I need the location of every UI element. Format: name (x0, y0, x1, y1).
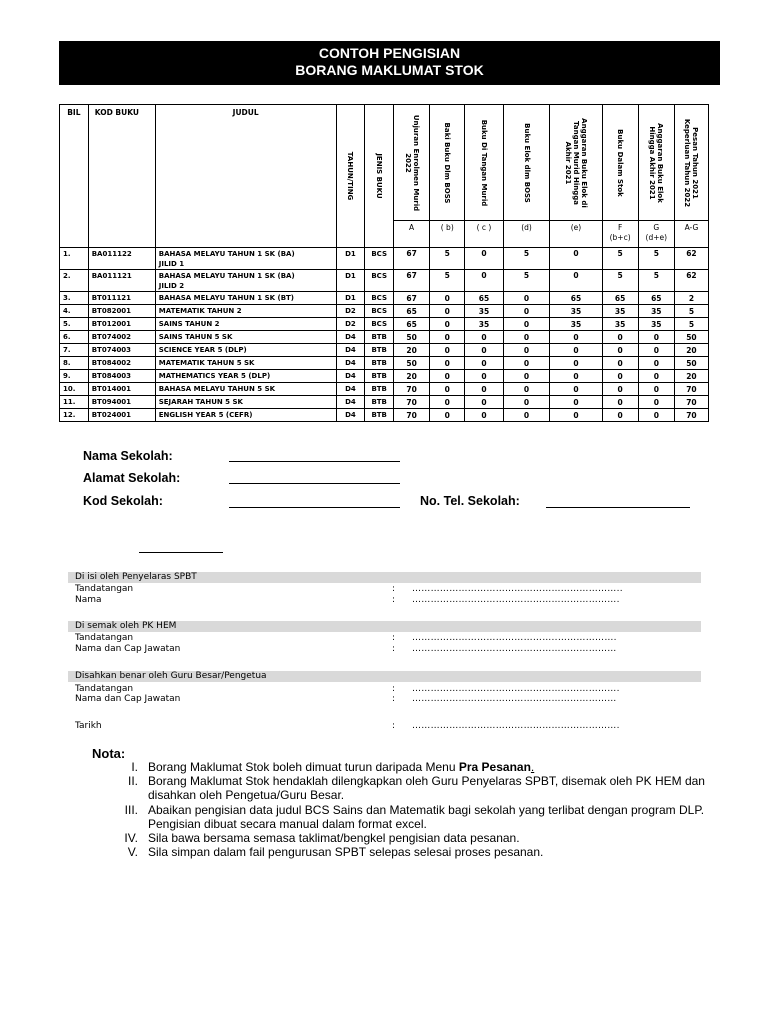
header-kod-buku: KOD BUKU (88, 105, 155, 248)
nota-number: I. (131, 760, 138, 774)
nota-title: Nota: (92, 746, 126, 761)
cell-f: 0 (602, 357, 638, 370)
header-tahun-ting-text: TAHUN/TING (346, 151, 355, 201)
cell-e: 65 (550, 292, 602, 305)
cell-g: 0 (638, 383, 674, 396)
header-row (60, 105, 709, 221)
alamat-sekolah-label: Alamat Sekolah: (83, 471, 181, 485)
cell-c: 0 (465, 396, 503, 409)
cell-jenis: BCS (365, 305, 394, 318)
cell-a: 50 (394, 331, 430, 344)
cell-d: 0 (503, 409, 550, 422)
table-row (60, 383, 709, 396)
cell-bil: 5. (60, 318, 89, 331)
cell-a: 65 (394, 305, 430, 318)
guru-besar-tandatangan-field[interactable]: …………………………………………………………. (412, 684, 620, 694)
tarikh-colon: : (392, 721, 396, 731)
guru-besar-nama-field[interactable]: ………………………………………………………… (412, 694, 617, 704)
cell-a: 70 (394, 409, 430, 422)
cell-e: 35 (550, 318, 602, 331)
pk-hem-tandatangan-colon: : (392, 633, 396, 643)
cell-f: 5 (602, 248, 638, 270)
header-baki-buku-text: Baki Buku Dlm BOSS (443, 122, 452, 203)
pk-hem-nama-label: Nama dan Cap Jawatan (75, 644, 181, 654)
table-row (60, 248, 709, 270)
cell-jenis: BCS (365, 270, 394, 292)
section-penyelaras-heading: Di isi oleh Penyelaras SPBT (68, 572, 701, 583)
cell-e: 0 (550, 370, 602, 383)
table-row (60, 344, 709, 357)
cell-c: 0 (465, 344, 503, 357)
penyelaras-nama-field[interactable]: …………………………………………………………. (412, 595, 620, 605)
header-buku-stok (602, 105, 638, 221)
cell-bil: 4. (60, 305, 89, 318)
blank-line (139, 552, 223, 553)
cell-g: 5 (638, 270, 674, 292)
cell-c: 0 (465, 370, 503, 383)
cell-tahun: D4 (336, 370, 365, 383)
cell-c: 65 (465, 292, 503, 305)
cell-judul: MATHEMATICS YEAR 5 (DLP) (155, 370, 336, 383)
nota-item (108, 774, 708, 802)
header-pesan-text: Pesan Tahun 2021 Keperluan Tahun 2022 (683, 118, 700, 207)
cell-d: 5 (503, 270, 550, 292)
no-tel-label: No. Tel. Sekolah: (420, 494, 520, 508)
table-row (60, 270, 709, 292)
code-d: (d) (503, 221, 550, 248)
penyelaras-tandatangan-label: Tandatangan (75, 584, 134, 594)
pk-hem-tandatangan-label: Tandatangan (75, 633, 134, 643)
code-a: A (394, 221, 430, 248)
cell-bil: 11. (60, 396, 89, 409)
cell-kod: BT024001 (88, 409, 155, 422)
cell-jenis: BTB (365, 370, 394, 383)
cell-kod: BA011121 (88, 270, 155, 292)
cell-b: 0 (430, 396, 465, 409)
cell-b: 0 (430, 357, 465, 370)
cell-d: 0 (503, 292, 550, 305)
cell-h: 70 (674, 383, 708, 396)
nota-item (108, 760, 708, 774)
nota-text (148, 760, 708, 774)
penyelaras-tandatangan-colon: : (392, 584, 396, 594)
cell-e: 0 (550, 344, 602, 357)
pk-hem-tandatangan-field[interactable]: ………………………………………..………………. (412, 633, 617, 643)
cell-h: 20 (674, 370, 708, 383)
header-jenis-buku (365, 105, 394, 248)
header-buku-tangan (465, 105, 503, 221)
cell-g: 65 (638, 292, 674, 305)
cell-h: 70 (674, 409, 708, 422)
nota-text: Abaikan pengisian data judul BCS Sains dan Matematik bagi sekolah yang terlibat dengan program DLP. Pengisian dibuat secara manual dalam format excel. (148, 802, 705, 831)
cell-a: 67 (394, 270, 430, 292)
header-judul: JUDUL (155, 105, 336, 248)
cell-jenis: BTB (365, 357, 394, 370)
table-row (60, 305, 709, 318)
section-pk-hem-heading: Di semak oleh PK HEM (68, 621, 701, 632)
cell-a: 70 (394, 383, 430, 396)
header-buku-tangan-text: Buku Di Tangan Murid (479, 119, 488, 206)
kod-sekolah-label: Kod Sekolah: (83, 494, 163, 508)
guru-besar-tandatangan-colon: : (392, 684, 396, 694)
cell-tahun: D2 (336, 318, 365, 331)
cell-jenis: BTB (365, 396, 394, 409)
title-line-1: CONTOH PENGISIAN (318, 45, 461, 61)
cell-jenis: BCS (365, 248, 394, 270)
header-jenis-buku-text: JENIS BUKU (375, 153, 384, 199)
cell-tahun: D1 (336, 292, 365, 305)
cell-kod: BT094001 (88, 396, 155, 409)
cell-d: 0 (503, 318, 550, 331)
cell-h: 5 (674, 305, 708, 318)
header-unjuran-text: Unjuran Enrolmen Murid 2022 (403, 114, 420, 211)
cell-jenis: BCS (365, 292, 394, 305)
header-tahun-ting (336, 105, 365, 248)
header-anggaran-elok-text: Anggaran Buku Elok Hingga Akhir 2021 (648, 122, 665, 203)
cell-h: 50 (674, 357, 708, 370)
cell-kod: BT012001 (88, 318, 155, 331)
cell-f: 0 (602, 344, 638, 357)
cell-g: 0 (638, 331, 674, 344)
nota-text-body: Borang Maklumat Stok boleh dimuat turun daripada Menu (148, 760, 459, 774)
cell-d: 0 (503, 383, 550, 396)
cell-kod: BT074002 (88, 331, 155, 344)
cell-kod: BA011122 (88, 248, 155, 270)
cell-judul: SAINS TAHUN 5 SK (155, 331, 336, 344)
cell-d: 0 (503, 331, 550, 344)
cell-c: 0 (465, 357, 503, 370)
header-pesan (674, 105, 708, 221)
cell-g: 0 (638, 344, 674, 357)
cell-b: 0 (430, 292, 465, 305)
cell-a: 67 (394, 292, 430, 305)
cell-tahun: D4 (336, 396, 365, 409)
cell-c: 0 (465, 270, 503, 292)
cell-g: 0 (638, 370, 674, 383)
cell-judul: SCIENCE YEAR 5 (DLP) (155, 344, 336, 357)
code-total: A-G (674, 221, 708, 248)
cell-judul: SEJARAH TAHUN 5 SK (155, 396, 336, 409)
pk-hem-nama-colon: : (392, 644, 396, 654)
cell-tahun: D4 (336, 331, 365, 344)
cell-tahun: D4 (336, 409, 365, 422)
cell-h: 70 (674, 396, 708, 409)
cell-e: 0 (550, 383, 602, 396)
header-buku-elok-text: Buku Elok dlm BOSS (522, 122, 531, 203)
cell-tahun: D1 (336, 270, 365, 292)
nota-text-tail: . (530, 760, 535, 774)
table-row (60, 409, 709, 422)
cell-a: 20 (394, 344, 430, 357)
alamat-sekolah-field[interactable] (229, 483, 400, 484)
cell-tahun: D4 (336, 344, 365, 357)
cell-bil: 12. (60, 409, 89, 422)
nota-list (108, 760, 708, 859)
header-baki-buku (430, 105, 465, 221)
header-bil: BIL (60, 105, 89, 248)
nota-number: II. (127, 774, 138, 789)
nota-number: III. (124, 802, 138, 817)
nota-text: Sila simpan dalam fail pengurusan SPBT selepas selesai proses pesanan. (148, 845, 544, 860)
penyelaras-tandatangan-field[interactable]: ………………………………………………………….. (412, 584, 623, 594)
menu-name: Pra Pesanan (458, 760, 531, 774)
cell-judul: BAHASA MELAYU TAHUN 1 SK (BT) (155, 292, 336, 305)
nota-item (108, 831, 708, 845)
cell-e: 0 (550, 248, 602, 270)
nota-number: V. (127, 845, 138, 860)
cell-b: 0 (430, 318, 465, 331)
cell-jenis: BTB (365, 409, 394, 422)
cell-a: 20 (394, 370, 430, 383)
cell-d: 0 (503, 370, 550, 383)
form-title-banner (59, 41, 720, 85)
header-anggaran-tangan-text: Anggaran Buku Elok di Tangan Murid Hingga Akhir 2021 (563, 117, 588, 208)
code-b: ( b) (430, 221, 465, 248)
stock-table (59, 104, 709, 422)
cell-h: 62 (674, 248, 708, 270)
cell-h: 20 (674, 344, 708, 357)
table-row (60, 357, 709, 370)
cell-bil: 10. (60, 383, 89, 396)
guru-besar-tandatangan-label: Tandatangan (75, 684, 134, 694)
cell-kod: BT074003 (88, 344, 155, 357)
table-row (60, 370, 709, 383)
nota-text: Sila bawa bersama semasa taklimat/bengkel pengisian data pesanan. (148, 831, 520, 846)
cell-e: 0 (550, 331, 602, 344)
penyelaras-nama-colon: : (392, 595, 396, 605)
cell-f: 0 (602, 396, 638, 409)
cell-f: 35 (602, 305, 638, 318)
cell-tahun: D4 (336, 383, 365, 396)
cell-kod: BT014001 (88, 383, 155, 396)
header-unjuran (394, 105, 430, 221)
cell-f: 0 (602, 383, 638, 396)
cell-f: 5 (602, 270, 638, 292)
cell-d: 0 (503, 396, 550, 409)
cell-g: 35 (638, 318, 674, 331)
cell-bil: 6. (60, 331, 89, 344)
cell-c: 0 (465, 383, 503, 396)
cell-g: 0 (638, 409, 674, 422)
cell-judul: BAHASA MELAYU TAHUN 5 SK (155, 383, 336, 396)
code-f: F (b+c) (602, 221, 638, 248)
cell-g: 5 (638, 248, 674, 270)
cell-kod: BT084003 (88, 370, 155, 383)
cell-a: 65 (394, 318, 430, 331)
nama-sekolah-field[interactable] (229, 461, 400, 462)
header-buku-stok-text: Buku Dalam Stok (616, 128, 625, 197)
table-row (60, 396, 709, 409)
cell-f: 0 (602, 409, 638, 422)
tarikh-label: Tarikh (75, 721, 102, 731)
cell-judul: SAINS TAHUN 2 (155, 318, 336, 331)
cell-kod: BT011121 (88, 292, 155, 305)
guru-besar-nama-label: Nama dan Cap Jawatan (75, 694, 181, 704)
cell-c: 0 (465, 409, 503, 422)
cell-f: 0 (602, 370, 638, 383)
nota-number: IV. (124, 831, 138, 846)
cell-b: 0 (430, 331, 465, 344)
nota-item (108, 845, 708, 859)
title-line-2: BORANG MAKLUMAT STOK (295, 62, 484, 78)
cell-b: 0 (430, 305, 465, 318)
header-anggaran-tangan (550, 105, 602, 221)
cell-jenis: BTB (365, 344, 394, 357)
cell-judul: BAHASA MELAYU TAHUN 1 SK (BA) JILID 2 (155, 270, 336, 292)
cell-b: 5 (430, 270, 465, 292)
cell-h: 2 (674, 292, 708, 305)
cell-g: 0 (638, 357, 674, 370)
cell-d: 0 (503, 357, 550, 370)
nota-item (108, 803, 708, 831)
cell-judul: ENGLISH YEAR 5 (CEFR) (155, 409, 336, 422)
cell-judul: BAHASA MELAYU TAHUN 1 SK (BA) JILID 1 (155, 248, 336, 270)
cell-c: 0 (465, 248, 503, 270)
header-buku-elok (503, 105, 550, 221)
cell-a: 70 (394, 396, 430, 409)
table-row (60, 318, 709, 331)
cell-jenis: BCS (365, 318, 394, 331)
cell-a: 50 (394, 357, 430, 370)
cell-tahun: D1 (336, 248, 365, 270)
cell-f: 0 (602, 331, 638, 344)
cell-d: 5 (503, 248, 550, 270)
cell-h: 62 (674, 270, 708, 292)
cell-bil: 7. (60, 344, 89, 357)
kod-sekolah-field[interactable] (229, 507, 400, 508)
cell-c: 35 (465, 318, 503, 331)
cell-jenis: BTB (365, 383, 394, 396)
cell-g: 0 (638, 396, 674, 409)
cell-c: 35 (465, 305, 503, 318)
code-e: (e) (550, 221, 602, 248)
cell-h: 50 (674, 331, 708, 344)
cell-bil: 1. (60, 248, 89, 270)
cell-e: 0 (550, 396, 602, 409)
cell-b: 0 (430, 409, 465, 422)
section-guru-besar-heading: Disahkan benar oleh Guru Besar/Pengetua (68, 671, 701, 682)
header-anggaran-elok (638, 105, 674, 221)
cell-judul: MATEMATIK TAHUN 5 SK (155, 357, 336, 370)
guru-besar-nama-colon: : (392, 694, 396, 704)
tarikh-field[interactable]: …………………………………………………………. (412, 721, 620, 731)
cell-g: 35 (638, 305, 674, 318)
cell-b: 5 (430, 248, 465, 270)
cell-h: 5 (674, 318, 708, 331)
cell-tahun: D4 (336, 357, 365, 370)
cell-tahun: D2 (336, 305, 365, 318)
cell-jenis: BTB (365, 331, 394, 344)
pk-hem-nama-field[interactable]: ………………………………………………………… (412, 644, 617, 654)
penyelaras-nama-label: Nama (75, 595, 102, 605)
table-row (60, 292, 709, 305)
table-body (60, 248, 709, 422)
cell-b: 0 (430, 370, 465, 383)
cell-e: 0 (550, 270, 602, 292)
code-g: G (d+e) (638, 221, 674, 248)
cell-f: 65 (602, 292, 638, 305)
cell-f: 35 (602, 318, 638, 331)
cell-c: 0 (465, 331, 503, 344)
cell-b: 0 (430, 383, 465, 396)
code-c: ( c ) (465, 221, 503, 248)
cell-bil: 2. (60, 270, 89, 292)
no-tel-field[interactable] (546, 507, 690, 508)
cell-b: 0 (430, 344, 465, 357)
cell-kod: BT082001 (88, 305, 155, 318)
cell-bil: 9. (60, 370, 89, 383)
cell-kod: BT084002 (88, 357, 155, 370)
nama-sekolah-label: Nama Sekolah: (83, 449, 173, 463)
cell-e: 35 (550, 305, 602, 318)
cell-bil: 8. (60, 357, 89, 370)
cell-d: 0 (503, 344, 550, 357)
cell-judul: MATEMATIK TAHUN 2 (155, 305, 336, 318)
cell-a: 67 (394, 248, 430, 270)
cell-e: 0 (550, 357, 602, 370)
cell-d: 0 (503, 305, 550, 318)
cell-e: 0 (550, 409, 602, 422)
cell-bil: 3. (60, 292, 89, 305)
table-row (60, 331, 709, 344)
nota-text: Borang Maklumat Stok hendaklah dilengkapkan oleh Guru Penyelaras SPBT, disemak oleh PK HEM dan disahkan oleh Pengetua/Guru Besar. (148, 774, 705, 803)
